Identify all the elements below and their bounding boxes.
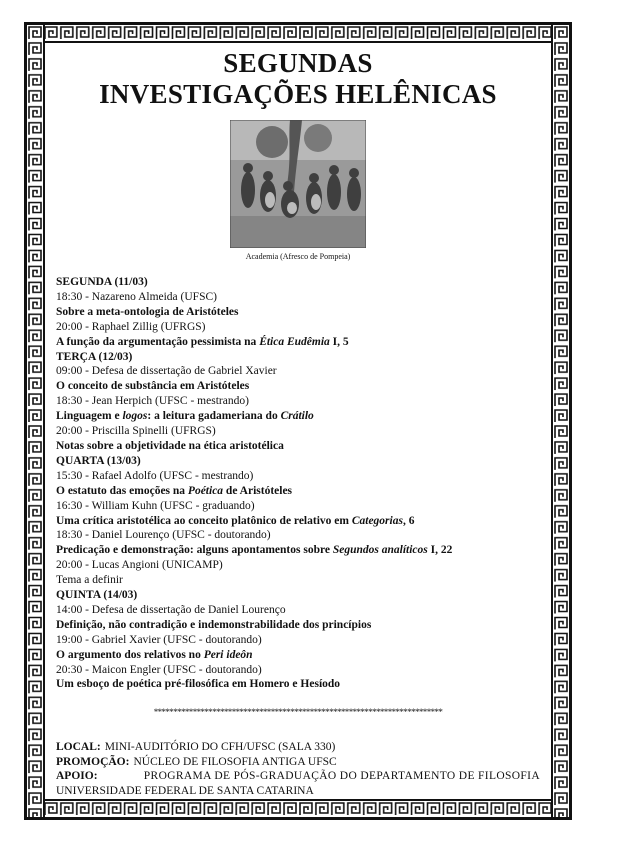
talk-title-segment: I, 22: [427, 544, 453, 557]
talk-title-segment: O conceito de substância em Aristóteles: [56, 380, 250, 393]
talk-title-segment: de Aristóteles: [223, 484, 293, 497]
talk-time-speaker: 20:00 - Priscilla Spinelli (UFRGS): [56, 425, 216, 438]
event-info-footer: [56, 740, 540, 798]
talk-time-speaker: 18:30 - Nazareno Almeida (UFSC): [56, 290, 217, 303]
apoio-value: PROGRAMA DE PÓS-GRADUAÇÃO DO DEPARTAMENTO DE FILOSOFIA: [143, 770, 540, 783]
image-caption: Academia (Afresco de Pompeia): [245, 252, 351, 261]
talk-title: [56, 618, 540, 633]
talk-title: [56, 409, 540, 424]
talk-title-italic-segment: Ética Eudêmia: [259, 335, 330, 348]
talk-title-italic-segment: Categorias: [351, 514, 403, 527]
talk-title-segment: O estatuto das emoções na: [56, 484, 188, 497]
talk-title-segment: Um esboço de poética pré-filosófica em Homero e Hesíodo: [56, 678, 341, 691]
talk-time-speaker: 15:30 - Rafael Adolfo (UFSC - mestrando): [56, 469, 254, 482]
poster-content: [56, 48, 540, 798]
talk-title-segment: Uma crítica aristotélica ao conceito platônico de relativo em: [56, 514, 352, 527]
day-heading: QUINTA (14/03): [56, 589, 138, 602]
promo-value: NÚCLEO DE FILOSOFIA ANTIGA UFSC: [133, 755, 337, 768]
talk-title: [56, 379, 540, 394]
talk-title-segment: : a leitura gadameriana do: [147, 410, 281, 423]
talk-title: [56, 335, 540, 350]
talk-title-italic-segment: Segundos analíticos: [332, 544, 428, 557]
talk-title: [56, 439, 540, 454]
talk-title-italic-segment: Crátilo: [280, 410, 314, 423]
talk-title-italic-segment: Peri ideôn: [203, 648, 253, 661]
day-heading: SEGUNDA (11/03): [56, 276, 148, 288]
talk-title-segment: Sobre a meta-ontologia de Aristóteles: [56, 305, 239, 318]
talk-title: Tema a definir: [56, 574, 123, 587]
border-left-band: [27, 25, 45, 817]
day-heading: TERÇA (12/03): [56, 350, 133, 363]
talk-time-speaker: 09:00 - Defesa de dissertação de Gabriel Xavier: [56, 365, 277, 378]
academy-fresco-image: [230, 120, 366, 248]
poster-title: [56, 48, 540, 110]
talk-time-speaker: 20:00 - Lucas Angioni (UNICAMP): [56, 559, 223, 572]
talk-time-speaker: 19:00 - Gabriel Xavier (UFSC - doutorando): [56, 633, 262, 646]
talk-title: [56, 648, 540, 663]
border-bottom-band: [27, 799, 569, 817]
talk-title-segment: I, 5: [329, 335, 349, 348]
talk-title-segment: Definição, não contradição e indemonstrabilidade dos princípios: [56, 618, 372, 631]
talk-title-segment: O argumento dos relativos no: [56, 648, 204, 661]
talk-title: [56, 484, 540, 499]
apoio-label: APOIO:: [56, 770, 98, 783]
talk-title-italic-segment: logos: [122, 410, 148, 423]
local-row: [56, 740, 540, 754]
talk-title: [56, 677, 540, 692]
promo-row: [56, 755, 540, 769]
talk-title-segment: Notas sobre a objetividade na ética aristotélica: [56, 439, 284, 452]
talk-title-italic-segment: Poética: [187, 484, 224, 497]
local-label: LOCAL:: [56, 741, 101, 754]
talk-time-speaker: 20:30 - Maicon Engler (UFSC - doutorando): [56, 663, 262, 676]
separator-stars: **************************************************************************: [153, 707, 443, 718]
apoio-row: [56, 769, 540, 783]
title-line-1: SEGUNDAS: [223, 48, 373, 78]
talk-time-speaker: 14:00 - Defesa de dissertação de Daniel Lourenço: [56, 603, 286, 616]
talk-title-segment: , 6: [402, 514, 415, 527]
apoio-value-2: UNIVERSIDADE FEDERAL DE SANTA CATARINA: [56, 784, 314, 797]
local-value: MINI-AUDITÓRIO DO CFH/UFSC (SALA 330): [104, 741, 336, 754]
title-line-2: INVESTIGAÇÕES HELÊNICAS: [99, 79, 497, 109]
border-top-band: [27, 25, 569, 43]
talk-time-speaker: 18:30 - Jean Herpich (UFSC - mestrando): [56, 395, 249, 408]
talk-title-segment: Predicação e demonstração: alguns apontamentos sobre: [56, 544, 333, 557]
talk-title: [56, 543, 540, 558]
day-heading: QUARTA (13/03): [56, 454, 141, 467]
fresco-figure: [230, 120, 366, 262]
talk-time-speaker: 18:30 - Daniel Lourenço (UFSC - doutorando): [56, 529, 271, 542]
talk-time-speaker: 16:30 - William Kuhn (UFSC - graduando): [56, 499, 255, 512]
promo-label: PROMOÇÃO:: [56, 755, 130, 768]
apoio-row-2: [56, 784, 540, 798]
program-schedule: [56, 275, 540, 692]
talk-title-segment: A função da argumentação pessimista na: [56, 335, 260, 348]
talk-title: [56, 305, 540, 320]
talk-time-speaker: 20:00 - Raphael Zillig (UFRGS): [56, 320, 206, 333]
talk-title-segment: Linguagem e: [56, 410, 123, 423]
talk-title: [56, 514, 540, 529]
border-right-band: [551, 25, 569, 817]
